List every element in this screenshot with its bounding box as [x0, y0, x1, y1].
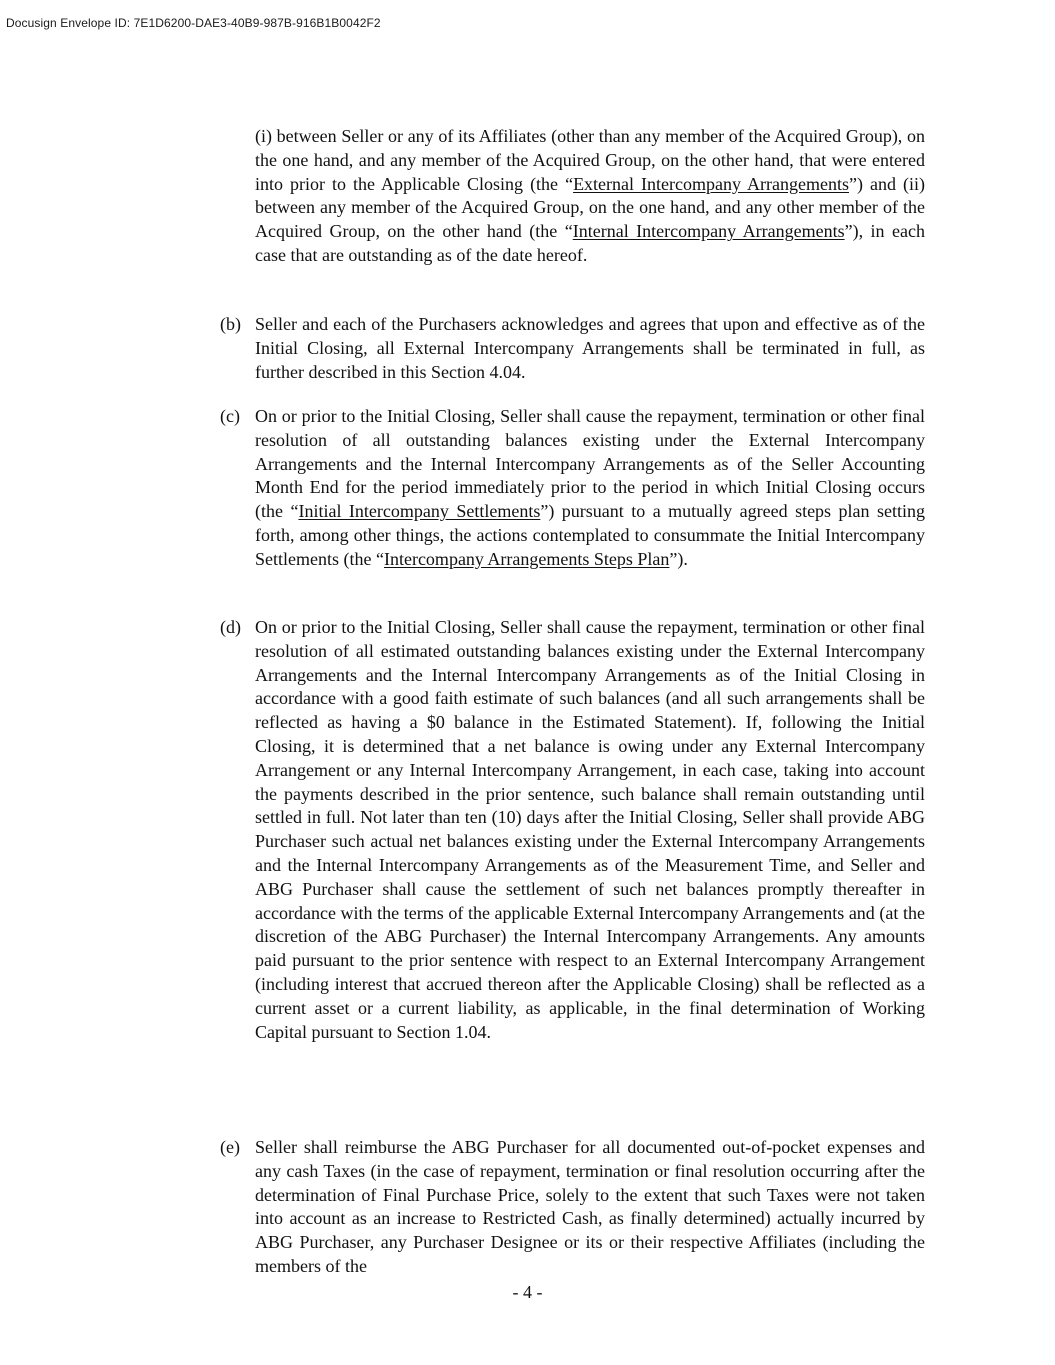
defined-term-initial-intercompany-settlements: Initial Intercompany Settlements [298, 501, 541, 522]
text-run: ”) pursuant to a mutually agreed steps plan setting forth, among other things, the actions contemplated to consummate the Initial Intercompany Settlements (the “ [255, 501, 925, 569]
section-item-e [220, 1136, 925, 1279]
section-item-b [220, 313, 925, 384]
defined-term-external-intercompany-arrangements: External Intercompany Arrangements [573, 173, 849, 194]
text-run: ”) and (ii) between any member of the Acquired Group, on the one hand, and any other member of the Acquired Group, on the other hand (the “ [255, 173, 925, 242]
item-marker: (d) [220, 617, 241, 637]
text-run: On or prior to the Initial Closing, Seller shall cause the repayment, termination or other final resolution of all outstanding balances existing under the External Intercompany Arrangements and the Internal Intercompany Arrangements as of the Seller Accounting Month End for the period immediately prior to the period in which Initial Closing occurs (the “ [255, 406, 925, 522]
defined-term-internal-intercompany-arrangements: Internal Intercompany Arrangements [572, 221, 845, 242]
defined-term-intercompany-arrangements-steps-plan: Intercompany Arrangements Steps Plan [383, 548, 670, 569]
section-item-d [220, 616, 925, 1044]
item-marker: (e) [220, 1137, 240, 1157]
paragraph-a-continuation [255, 125, 925, 268]
text-run: (i) between Seller or any of its Affiliates (other than any member of the Acquired Group), on the one hand, and any member of the Acquired Group, on the other hand, that were entered into prior to the Applicable Closing (the “ [255, 126, 925, 194]
item-body: Seller shall reimburse the ABG Purchaser for all documented out-of-pocket expenses and any cash Taxes (in the case of repayment, termination or final resolution occurring after the determination of Final Purchase Price, solely to the extent that such Taxes were not taken into account as an increase to Restricted Cash, as finally determined) actually incurred by ABG Purchaser, any Purchaser Designee or its or their respective Affiliates (including the members of the [255, 1137, 925, 1276]
docusign-envelope-id: Docusign Envelope ID: 7E1D6200-DAE3-40B9-987B-916B1B0042F2 [6, 16, 381, 30]
text-run: ”), in each case that are outstanding as of the date hereof. [255, 221, 925, 265]
item-marker: (c) [220, 406, 240, 426]
item-body: Seller and each of the Purchasers acknowledges and agrees that upon and effective as of the Initial Closing, all External Intercompany Arrangements shall be terminated in full, as further described in this Section 4.04. [255, 314, 925, 382]
item-body [255, 405, 925, 572]
section-item-c [220, 405, 925, 572]
page-number: - 4 - [512, 1282, 543, 1302]
text-run: ”). [669, 548, 688, 569]
item-body: On or prior to the Initial Closing, Seller shall cause the repayment, termination or other final resolution of all estimated outstanding balances existing under the External Intercompany Arrangements and the Internal Intercompany Arrangements as of the Initial Closing in accordance with a good faith estimate of such balances (and all such arrangements shall be reflected as having a $0 balance in the Estimated Statement). If, following the Initial Closing, it is determined that a net balance is owing under any External Intercompany Arrangement or any Internal Intercompany Arrangement, in each case, taking into account the payments described in the prior sentence, such balance shall remain outstanding until settled in full. Not later than ten (10) days after the Initial Closing, Seller shall provide ABG Purchaser such actual net balances existing under the External Intercompany Arrangements and the Internal Intercompany Arrangements as of the Measurement Time, and Seller and ABG Purchaser shall cause the settlement of such net balances promptly thereafter in accordance with the terms of the applicable External Intercompany Arrangements and (at the discretion of the ABG Purchaser) the Internal Intercompany Arrangements. Any amounts paid pursuant to the prior sentence with respect to an External Intercompany Arrangement (including interest that accrued thereon after the Applicable Closing) shall be reflected as a current asset or a current liability, as applicable, in the final determination of Working Capital pursuant to Section 1.04. [255, 617, 925, 1042]
item-marker: (b) [220, 314, 241, 334]
